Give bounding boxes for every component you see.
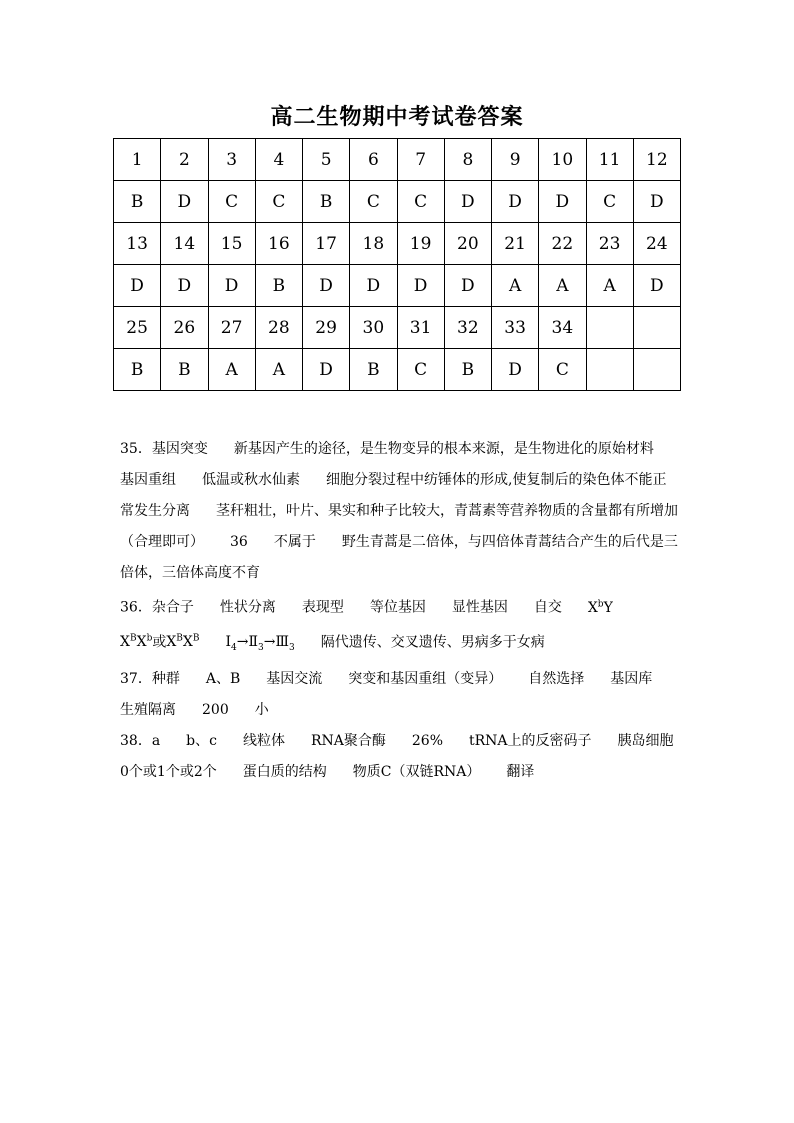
q36-line-2 [120,624,690,664]
question-number-cell: 24 [633,223,680,265]
answer-cell: B [350,349,397,391]
answer-item: 生殖隔离 [120,702,176,719]
q35-line-3 [120,496,690,527]
answer-cell: D [303,265,350,307]
answer-cell: D [350,265,397,307]
question-number-cell: 8 [444,139,491,181]
answer-item: 线粒体 [242,733,285,750]
q35-line-4 [120,527,690,558]
answer-text [120,434,690,788]
question-number-cell: 10 [539,139,586,181]
question-number-cell: 23 [586,223,633,265]
answer-item: b、c [186,733,217,750]
answer-cell: D [161,265,208,307]
answer-cell: B [303,181,350,223]
question-number-cell: 3 [208,139,255,181]
answer-row [114,349,681,391]
answer-cell: D [397,265,444,307]
answer-cell: C [350,181,397,223]
answer-item: 38．a [120,733,161,750]
answer-cell: C [539,349,586,391]
question-number-cell: 25 [114,307,161,349]
answer-item: tRNA上的反密码子 [469,733,592,750]
answer-cell: B [444,349,491,391]
question-number-row [114,223,681,265]
answer-cell: B [255,265,302,307]
answer-item: 不属于 [273,534,316,550]
question-number-cell: 19 [397,223,444,265]
question-number-cell: 21 [492,223,539,265]
question-number-cell: 5 [303,139,350,181]
answer-cell: B [114,181,161,223]
answer-row [114,265,681,307]
question-number-cell: 4 [255,139,302,181]
answer-item: 野生青蒿是二倍体，与四倍体青蒿结合产生的后代是三 [341,534,678,550]
answer-item: 蛋白质的结构 [242,764,327,781]
genotype-xbxb: $X^BX^b$ [120,633,153,651]
question-number-cell: 32 [444,307,491,349]
answer-item: RNA聚合酶 [310,733,386,750]
question-number-cell: 28 [255,307,302,349]
question-number-cell: 22 [539,223,586,265]
answer-item: 突变和基因重组（变异） [348,671,503,688]
q38-line-1 [120,726,690,757]
genotype-xbxb-dominant: $X^BX^B$ [166,633,200,651]
answer-cell [586,349,633,391]
answer-item: 隔代遗传、交叉遗传、男病多于女病 [320,634,545,651]
answer-cell: C [255,181,302,223]
genotype-xby: $X^bY$ [587,599,613,616]
answer-cell: D [161,181,208,223]
answer-item: 200 [202,702,229,719]
answer-item: 倍体，三倍体高度不育 [120,565,260,581]
question-number-cell [633,307,680,349]
question-number-cell: 2 [161,139,208,181]
answer-cell: A [586,265,633,307]
answer-item: 0个或1个或2个 [120,764,217,781]
question-number-cell: 11 [586,139,633,181]
answer-item: （合理即可） [120,534,204,550]
answer-item: 常发生分离 [120,503,190,519]
answer-item: 基因库 [610,671,653,688]
question-number-cell: 1 [114,139,161,181]
question-number-cell: 13 [114,223,161,265]
answer-item: 基因重组 [120,472,176,488]
pedigree-path: $Ⅰ_4\to Ⅱ_3\to Ⅲ_3$ [225,634,295,654]
answer-item: 物质C（双链RNA） [352,764,481,781]
question-number-cell [586,307,633,349]
answer-item: 37．种群 [120,671,180,688]
question-number-cell: 17 [303,223,350,265]
answer-cell: D [633,265,680,307]
answer-item: 或 [152,634,167,651]
answer-item: 显性基因 [451,599,508,616]
question-number-cell: 12 [633,139,680,181]
answer-item: 基因交流 [266,671,323,688]
answer-item: 性状分离 [219,599,276,616]
answer-cell: D [208,265,255,307]
answer-row [114,181,681,223]
q35-line-1 [120,434,690,465]
answer-item: A、B [205,671,241,688]
answer-item: 新基因产生的途径，是生物变异的根本来源，是生物进化的原始材料 [233,441,654,457]
question-number-cell: 31 [397,307,444,349]
question-number-cell: 14 [161,223,208,265]
answer-cell: D [539,181,586,223]
answer-cell: A [255,349,302,391]
question-number-row [114,139,681,181]
q35-line-2 [120,465,690,496]
answer-item: 翻译 [506,764,535,781]
answer-cell: A [539,265,586,307]
answer-item: 自交 [533,599,562,616]
answer-item: 等位基因 [369,599,426,616]
q36-line-1 [120,589,690,624]
q38-line-2 [120,757,690,788]
answer-item: 36．杂合子 [120,599,194,616]
answer-cell: C [208,181,255,223]
answer-item: 细胞分裂过程中纺锤体的形成,使复制后的染色体不能正 [326,472,667,488]
answer-cell: D [633,181,680,223]
answer-item: 低温或秋水仙素 [202,472,300,488]
answer-item: 胰岛细胞 [617,733,674,750]
answer-item: 小 [254,702,269,719]
answer-cell: C [586,181,633,223]
answer-cell: D [303,349,350,391]
question-number-cell: 34 [539,307,586,349]
question-number-cell: 29 [303,307,350,349]
question-number-cell: 30 [350,307,397,349]
q37-line-1 [120,664,690,695]
answer-cell: D [114,265,161,307]
answer-item: 35．基因突变 [120,441,208,457]
answer-cell: D [444,181,491,223]
question-number-cell: 27 [208,307,255,349]
answer-cell: B [114,349,161,391]
question-number-cell: 16 [255,223,302,265]
q35-line-5 [120,558,690,589]
question-number-cell: 9 [492,139,539,181]
answer-cell [633,349,680,391]
answer-cell: D [492,181,539,223]
answer-cell: A [492,265,539,307]
answer-item: 26% [411,733,444,750]
answer-item: 茎秆粗壮，叶片、果实和种子比较大，青蒿素等营养物质的含量都有所增加 [216,503,678,519]
question-number-cell: 15 [208,223,255,265]
question-number-cell: 20 [444,223,491,265]
q37-line-2 [120,695,690,726]
page-title: 高二生物期中考试卷答案 [270,104,524,130]
answer-cell: B [161,349,208,391]
answer-cell: D [444,265,491,307]
question-number-cell: 18 [350,223,397,265]
question-number-cell: 6 [350,139,397,181]
question-number-cell: 7 [397,139,444,181]
answer-table [113,138,681,391]
answer-cell: D [492,349,539,391]
answer-item: 自然选择 [528,671,585,688]
question-number-cell: 33 [492,307,539,349]
answer-item: 36 [230,534,248,550]
question-number-cell: 26 [161,307,208,349]
answer-item: 表现型 [301,599,344,616]
answer-cell: A [208,349,255,391]
answer-cell: C [397,349,444,391]
answer-cell: C [397,181,444,223]
question-number-row [114,307,681,349]
